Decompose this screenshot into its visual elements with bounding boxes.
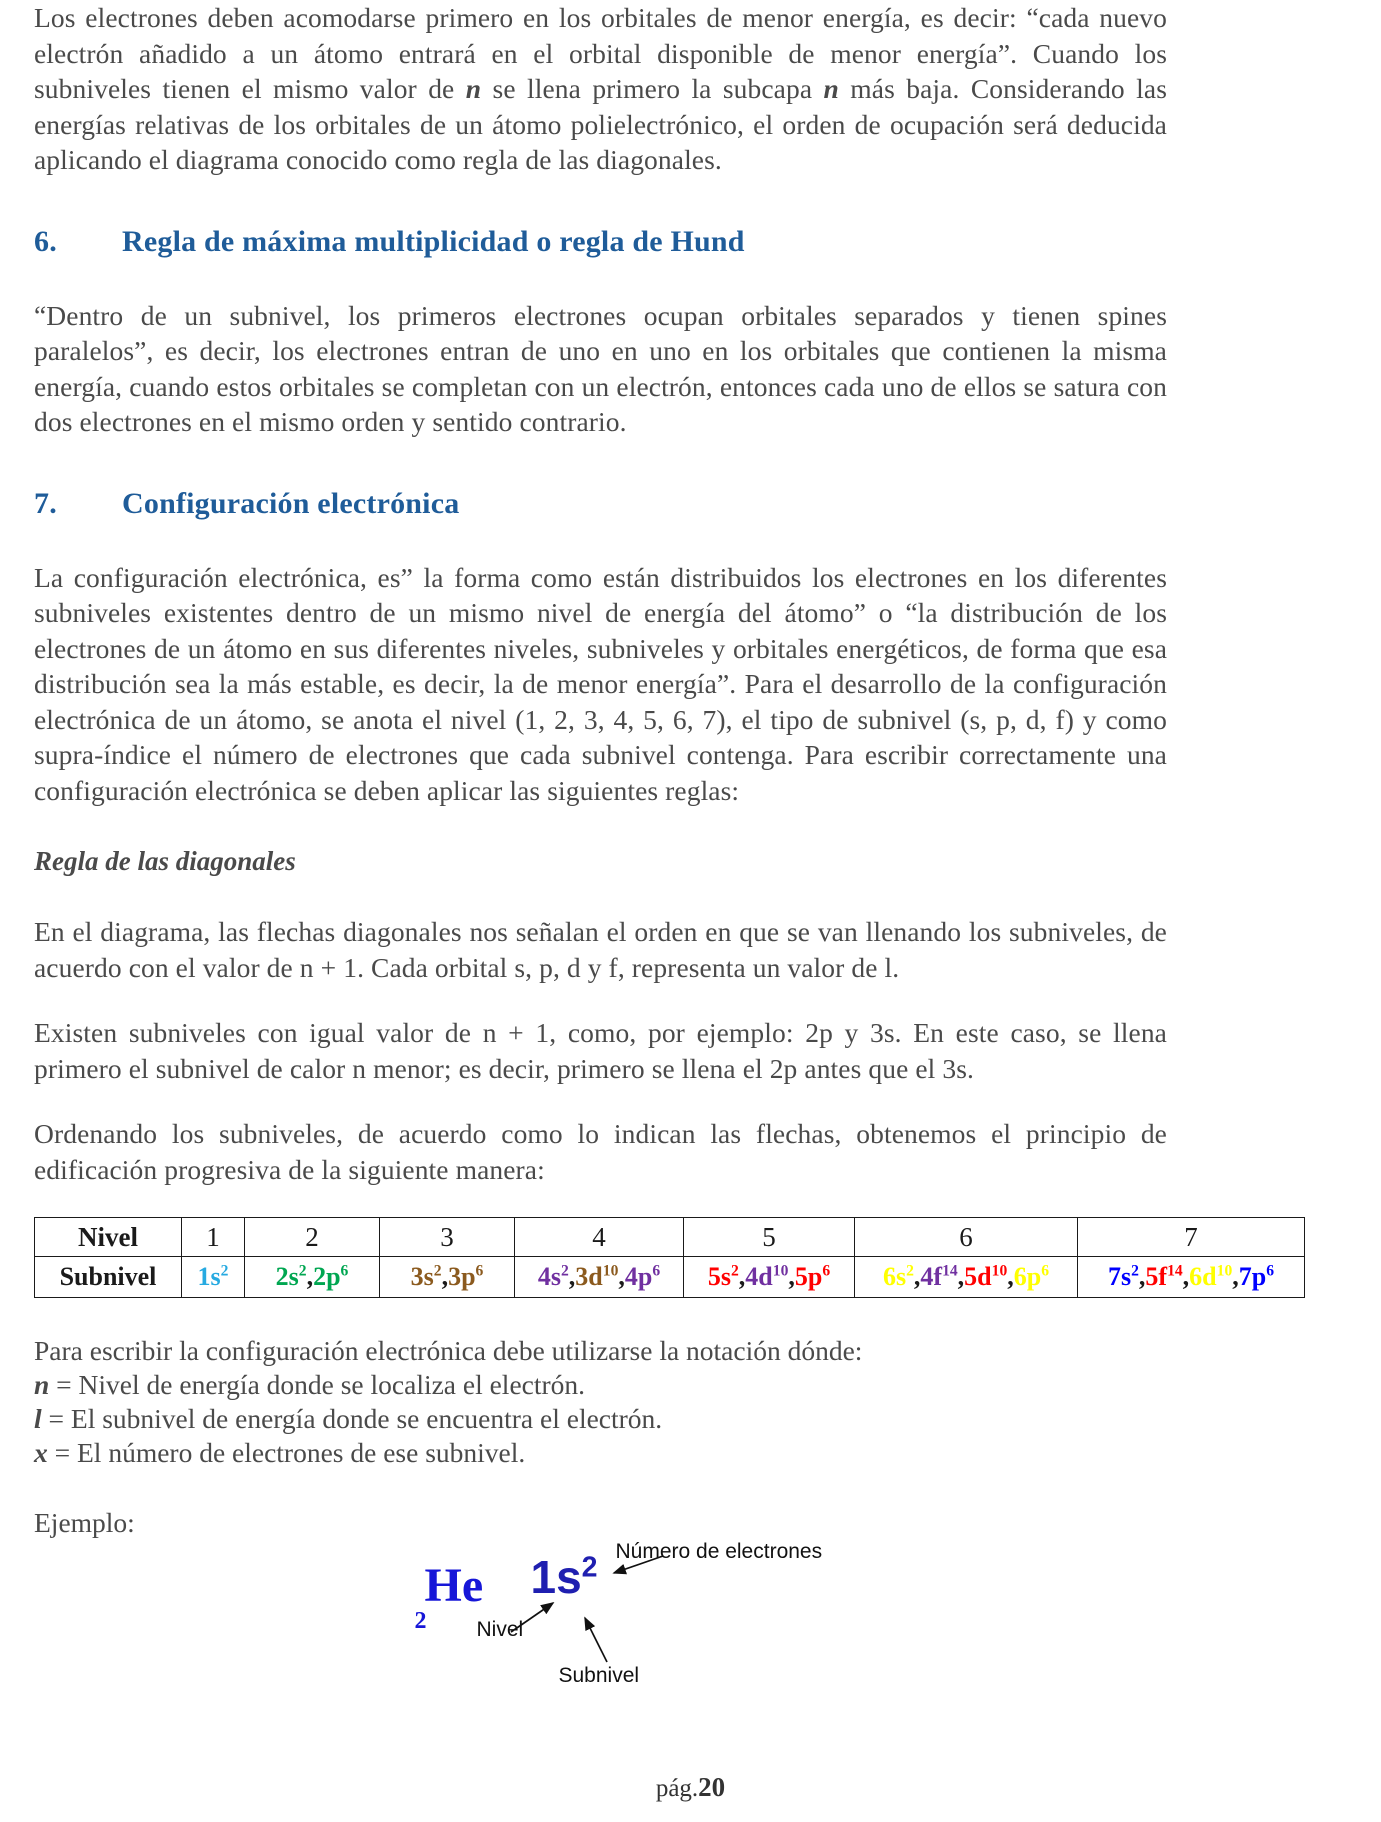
table-cell-nivel-3: 3 — [380, 1218, 515, 1257]
subnivel-term: $6s^2$ — [882, 1262, 914, 1291]
subnivel-separator: , — [1182, 1262, 1190, 1291]
subnivel-term-superscript: 2 — [731, 1262, 739, 1280]
page-content — [34, 0, 1274, 1705]
notation-l — [34, 1402, 1167, 1436]
paragraph-configuracion: La configuración electrónica, es” la forma como están distribuidos los electrones en los diferentes subniveles existentes dentro de un mismo nivel de energía del átomo” o “la distribución de los electrones de un átomo en sus diferentes niveles, subniveles y orbitales energéticos, de forma que esa distribución sea la más estable, es decir, la de menor energía”. Para el desarrollo de la configuración electrónica de un átomo, se anota el nivel (1, 2, 3, 4, 5, 6, 7), el tipo de subnivel (s, p, d, f) y como supra-índice el número de electrones que cada subnivel contenga. Para escribir correctamente una configuración electrónica se deben aplicar las siguientes reglas: — [34, 561, 1167, 806]
subheading-regla-diagonales: Regla de las diagonales — [34, 846, 296, 876]
page-footer — [0, 1772, 1381, 1803]
table-cell-nivel-2: 2 — [245, 1218, 380, 1257]
ejemplo-label: Ejemplo: — [34, 1507, 135, 1538]
subnivel-term: $5s^2$ — [707, 1262, 739, 1291]
subnivel-term: $4d^{10}$ — [745, 1262, 789, 1291]
table-cell-nivel-4: 4 — [515, 1218, 684, 1257]
he-configuration-base: 1s — [530, 1551, 582, 1603]
subnivel-term: $5p^6$ — [794, 1262, 831, 1291]
label-nivel: Nivel — [476, 1618, 524, 1641]
subnivel-term: $2s^2$ — [275, 1262, 307, 1291]
subnivel-term: $6d^{10}$ — [1189, 1262, 1233, 1291]
subnivel-term-superscript: 6 — [1266, 1262, 1274, 1280]
paragraph-existen: Existen subniveles con igual valor de n + 1, como, por ejemplo: 2p y 3s. En este caso, se llena primero el subnivel de calor n menor; es decir, primero se llena el 2p antes que el 3s. — [34, 1017, 1167, 1084]
he-configuration-sup: 2 — [581, 1551, 598, 1584]
subnivel-separator: , — [1007, 1262, 1014, 1291]
table-cell-subnivel-7 — [1078, 1257, 1305, 1298]
table-cell-subnivel-1 — [182, 1257, 245, 1298]
subnivel-term-superscript: 10 — [1216, 1262, 1233, 1280]
table-rowheader-nivel: Nivel — [35, 1218, 182, 1257]
notation-x — [34, 1436, 1167, 1470]
subnivel-term-superscript: 6 — [340, 1262, 349, 1280]
label-numero-electrones: Número de electrones — [615, 1540, 823, 1563]
table-row-nivel — [35, 1218, 1305, 1257]
paragraph-hund: “Dentro de un subnivel, los primeros electrones ocupan orbitales separados y tienen spines paralelos”, es decir, los electrones entran de uno en uno en los orbitales que contienen la misma energía, cuando estos orbitales se completan con un electrón, entonces cada uno de ellos se satura con dos electrones en el mismo orden y sentido contrario. — [34, 299, 1167, 437]
subnivel-separator: , — [913, 1262, 921, 1291]
subnivel-term: $4s^2$ — [537, 1262, 569, 1291]
notation-n — [34, 1368, 1167, 1402]
subnivel-separator: , — [788, 1262, 795, 1291]
paragraph-intro — [34, 0, 1167, 178]
notation-l-symbol: l — [34, 1403, 42, 1434]
notation-l-text: = El subnivel de energía donde se encuentra el electrón. — [41, 1403, 663, 1434]
subnivel-term: $6p^6$ — [1013, 1262, 1049, 1291]
italic-n-1: n — [465, 73, 482, 104]
subnivel-term: $5d^{10}$ — [964, 1262, 1008, 1291]
subnivel-separator: , — [441, 1262, 449, 1291]
table-cell-nivel-7: 7 — [1078, 1218, 1305, 1257]
subnivel-separator: , — [618, 1262, 625, 1291]
he-configuration — [531, 1550, 598, 1604]
table-cell-subnivel-5 — [684, 1257, 855, 1298]
subniveles-table — [34, 1217, 1305, 1298]
subnivel-separator: , — [738, 1262, 746, 1291]
subnivel-term-superscript: 2 — [433, 1262, 442, 1280]
notation-x-text: = El número de electrones de ese subnivel. — [47, 1437, 526, 1468]
subnivel-term: $3d^{10}$ — [575, 1262, 619, 1291]
arrow-subnivel-icon — [585, 1618, 607, 1662]
table-rowheader-subnivel: Subnivel — [35, 1257, 182, 1298]
table-cell-nivel-5: 5 — [684, 1218, 855, 1257]
paragraph-diagrama: En el diagrama, las flechas diagonales nos señalan el orden en que se van llenando los subniveles, de acuerdo con el valor de n + 1. Cada orbital s, p, d y f, representa un valor de l. — [34, 916, 1167, 983]
subnivel-term: $5f^{14}$ — [1145, 1262, 1183, 1291]
subnivel-separator: , — [957, 1262, 965, 1291]
footer-page-number: 20 — [698, 1772, 726, 1802]
subnivel-term: $4f^{14}$ — [920, 1262, 958, 1291]
subnivel-term-superscript: 6 — [1041, 1262, 1049, 1280]
label-subnivel: Subnivel — [558, 1664, 640, 1687]
subnivel-term-superscript: 6 — [475, 1262, 484, 1280]
heading-configuracion-title: Configuración electrónica — [122, 486, 460, 520]
notation-n-text: = Nivel de energía donde se localiza el electrón. — [49, 1369, 586, 1400]
table-cell-subnivel-3 — [380, 1257, 515, 1298]
subnivel-term-superscript: 2 — [220, 1262, 229, 1280]
subnivel-term-superscript: 2 — [1131, 1262, 1139, 1280]
he-example-diagram — [381, 1540, 941, 1705]
table-row-subnivel — [35, 1257, 1305, 1298]
table-cell-subnivel-4 — [515, 1257, 684, 1298]
heading-configuracion — [34, 484, 1167, 524]
notation-n-symbol: n — [34, 1369, 50, 1400]
subnivel-term-superscript: 10 — [602, 1262, 619, 1280]
subnivel-term: $7s^2$ — [1107, 1262, 1139, 1291]
intro-part-2: se llena primero la subcapa — [481, 73, 824, 104]
heading-hund-title: Regla de máxima multiplicidad o regla de Hund — [122, 224, 745, 258]
table-cell-nivel-6: 6 — [855, 1218, 1078, 1257]
intro-part-3: más baja. Considerando las energías relativas de los orbitales de un átomo polielectrónico, el orden de ocupación será deducida aplicando el diagrama conocido como regla de las diagonales. — [34, 73, 1168, 175]
paragraph-ordenando: Ordenando los subniveles, de acuerdo como lo indican las flechas, obtenemos el principio de edificación progresiva de la siguiente manera: — [34, 1118, 1167, 1185]
subnivel-term-superscript: 2 — [298, 1262, 307, 1280]
subnivel-term-superscript: 2 — [561, 1262, 569, 1280]
subnivel-term: $3s^2$ — [410, 1262, 442, 1291]
subnivel-separator: , — [1232, 1262, 1239, 1291]
heading-hund — [34, 222, 1167, 262]
heading-hund-number: 6. — [34, 224, 57, 258]
subnivel-term-superscript: 6 — [822, 1262, 831, 1280]
he-atomic-number: 2 — [414, 1608, 427, 1634]
subnivel-term: $2p^6$ — [313, 1262, 349, 1291]
table-cell-nivel-1: 1 — [182, 1218, 245, 1257]
subnivel-term: $7p^6$ — [1238, 1262, 1274, 1291]
subnivel-separator: , — [306, 1262, 314, 1291]
table-cell-subnivel-6 — [855, 1257, 1078, 1298]
intro-part-1: Los electrones deben acomodarse primero en los orbitales de menor energía, es decir: “cada nuevo electrón añadido a un átomo entrará en el orbital disponible de menor energía”. Cuando los subniveles tienen el mismo valor de — [34, 2, 1167, 104]
subnivel-term-superscript: 10 — [772, 1262, 789, 1280]
subnivel-term: $3p^6$ — [448, 1262, 484, 1291]
notation-intro: Para escribir la configuración electrónica debe utilizarse la notación dónde: — [34, 1335, 863, 1366]
subnivel-term-superscript: 14 — [942, 1262, 958, 1280]
subnivel-term-superscript: 2 — [906, 1262, 914, 1280]
he-element-symbol: He — [424, 1559, 484, 1612]
subnivel-term-superscript: 10 — [991, 1262, 1008, 1280]
subnivel-term-superscript: 6 — [652, 1262, 661, 1280]
italic-n-2: n — [823, 73, 839, 104]
subnivel-term: $1s^2$ — [197, 1262, 229, 1291]
subnivel-term-superscript: 14 — [1167, 1262, 1183, 1280]
heading-configuracion-number: 7. — [34, 486, 57, 520]
subnivel-term: $4p^6$ — [624, 1262, 661, 1291]
notation-x-symbol: x — [34, 1437, 48, 1468]
footer-pag-label: pág. — [655, 1775, 699, 1802]
subnivel-separator: , — [568, 1262, 576, 1291]
table-cell-subnivel-2 — [245, 1257, 380, 1298]
subnivel-separator: , — [1138, 1262, 1146, 1291]
